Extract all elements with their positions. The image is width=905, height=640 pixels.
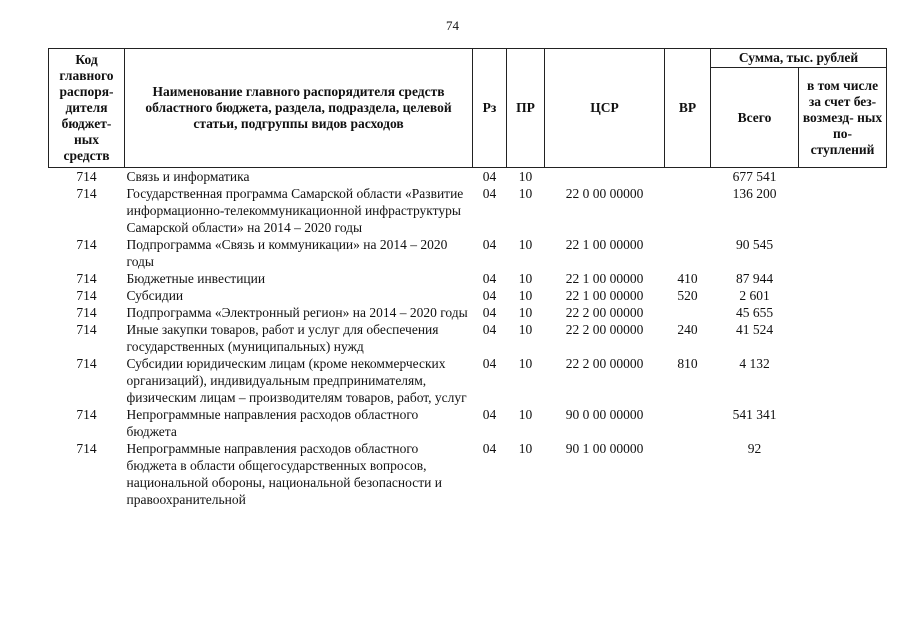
row-name: Субсидии <box>126 288 184 303</box>
row-csr: 22 0 00 00000 <box>565 186 644 201</box>
row-total: 677 541 <box>732 169 777 184</box>
row-total: 541 341 <box>732 407 777 422</box>
header-including: в том числе за счет без- возмезд- ных по- ступлений <box>799 68 887 168</box>
row-total: 45 655 <box>735 305 774 320</box>
row-code: 714 <box>76 237 97 252</box>
table-row <box>49 168 887 186</box>
row-vr: 240 <box>677 322 698 337</box>
row-rz: 04 <box>482 322 497 337</box>
row-name: Подпрограмма «Связь и коммуникации» на 2014 – 2020 годы <box>126 237 448 269</box>
row-pr: 10 <box>518 407 533 422</box>
row-total: 87 944 <box>735 271 774 286</box>
header-csr: ЦСР <box>545 49 665 168</box>
row-including <box>799 304 887 321</box>
row-vr <box>665 236 711 270</box>
budget-table <box>48 48 887 508</box>
table-row <box>49 355 887 406</box>
row-pr: 10 <box>518 322 533 337</box>
row-csr: 22 1 00 00000 <box>565 271 644 286</box>
row-code: 714 <box>76 441 97 456</box>
table-row <box>49 236 887 270</box>
row-csr: 90 1 00 00000 <box>565 441 644 456</box>
row-pr: 10 <box>518 356 533 371</box>
row-pr: 10 <box>518 271 533 286</box>
header-sum: Сумма, тыс. рублей <box>711 49 887 68</box>
row-vr <box>665 406 711 440</box>
table-row <box>49 270 887 287</box>
row-csr: 22 1 00 00000 <box>565 237 644 252</box>
row-code: 714 <box>76 169 97 184</box>
row-including <box>799 321 887 355</box>
header-vr: ВР <box>665 49 711 168</box>
row-csr: 22 1 00 00000 <box>565 288 644 303</box>
row-name: Бюджетные инвестиции <box>126 271 266 286</box>
row-name: Непрограммные направления расходов областного бюджета <box>126 407 419 439</box>
row-name: Подпрограмма «Электронный регион» на 2014 – 2020 годы <box>126 305 468 320</box>
row-code: 714 <box>76 407 97 422</box>
row-rz: 04 <box>482 237 497 252</box>
row-total: 92 <box>747 441 762 456</box>
row-including <box>799 440 887 508</box>
row-csr: 22 2 00 00000 <box>565 305 644 320</box>
row-code: 714 <box>76 271 97 286</box>
row-code: 714 <box>76 288 97 303</box>
row-csr <box>545 168 665 186</box>
row-total: 136 200 <box>732 186 777 201</box>
header-pr: ПР <box>507 49 545 168</box>
row-pr: 10 <box>518 288 533 303</box>
row-total: 41 524 <box>735 322 774 337</box>
row-vr <box>665 185 711 236</box>
row-code: 714 <box>76 322 97 337</box>
row-vr: 520 <box>677 288 698 303</box>
row-including <box>799 406 887 440</box>
header-rz: Рз <box>473 49 507 168</box>
row-pr: 10 <box>518 186 533 201</box>
row-rz: 04 <box>482 169 497 184</box>
row-including <box>799 185 887 236</box>
row-csr: 22 2 00 00000 <box>565 356 644 371</box>
table-row <box>49 321 887 355</box>
row-name: Субсидии юридическим лицам (кроме некоммерческих организаций), индивидуальным предпринимателям, физическим лицам – производителям товаров, работ, услуг <box>126 356 467 405</box>
row-rz: 04 <box>482 356 497 371</box>
row-pr: 10 <box>518 237 533 252</box>
row-csr: 22 2 00 00000 <box>565 322 644 337</box>
row-name: Государственная программа Самарской области «Развитие информационно-телекоммуникационной инфраструктуры Самарской области» на 2014 – 2020 годы <box>126 186 464 235</box>
table-row <box>49 440 887 508</box>
header-name: Наименование главного распорядителя средств областного бюджета, раздела, подраздела, целевой статьи, подгруппы видов расходов <box>125 49 473 168</box>
row-name: Связь и информатика <box>126 169 250 184</box>
table-body <box>49 168 887 509</box>
row-rz: 04 <box>482 271 497 286</box>
table-row <box>49 406 887 440</box>
row-rz: 04 <box>482 407 497 422</box>
table-row <box>49 304 887 321</box>
row-code: 714 <box>76 186 97 201</box>
row-csr: 90 0 00 00000 <box>565 407 644 422</box>
row-including <box>799 287 887 304</box>
row-rz: 04 <box>482 186 497 201</box>
row-including <box>799 270 887 287</box>
page-number: 74 <box>446 18 459 33</box>
row-vr <box>665 304 711 321</box>
row-total: 90 545 <box>735 237 774 252</box>
row-total: 2 601 <box>739 288 770 303</box>
row-vr: 410 <box>677 271 698 286</box>
row-pr: 10 <box>518 305 533 320</box>
header-code: Код главного распоря- дителя бюджет- ных средств <box>49 49 125 168</box>
row-total: 4 132 <box>739 356 770 371</box>
row-pr: 10 <box>518 169 533 184</box>
row-code: 714 <box>76 356 97 371</box>
row-vr <box>665 168 711 186</box>
row-including <box>799 236 887 270</box>
row-code: 714 <box>76 305 97 320</box>
row-name: Иные закупки товаров, работ и услуг для обеспечения государственных (муниципальных) нужд <box>126 322 439 354</box>
row-including <box>799 168 887 186</box>
row-rz: 04 <box>482 305 497 320</box>
row-vr: 810 <box>677 356 698 371</box>
row-rz: 04 <box>482 288 497 303</box>
row-rz: 04 <box>482 441 497 456</box>
row-vr <box>665 440 711 508</box>
table-header <box>49 49 887 168</box>
table-row <box>49 287 887 304</box>
table-row <box>49 185 887 236</box>
row-name: Непрограммные направления расходов областного бюджета в области общегосударственных вопросов, национальной обороны, национальной безопасности и правоохранительной <box>126 441 442 507</box>
row-pr: 10 <box>518 441 533 456</box>
header-total: Всего <box>711 68 799 168</box>
row-including <box>799 355 887 406</box>
